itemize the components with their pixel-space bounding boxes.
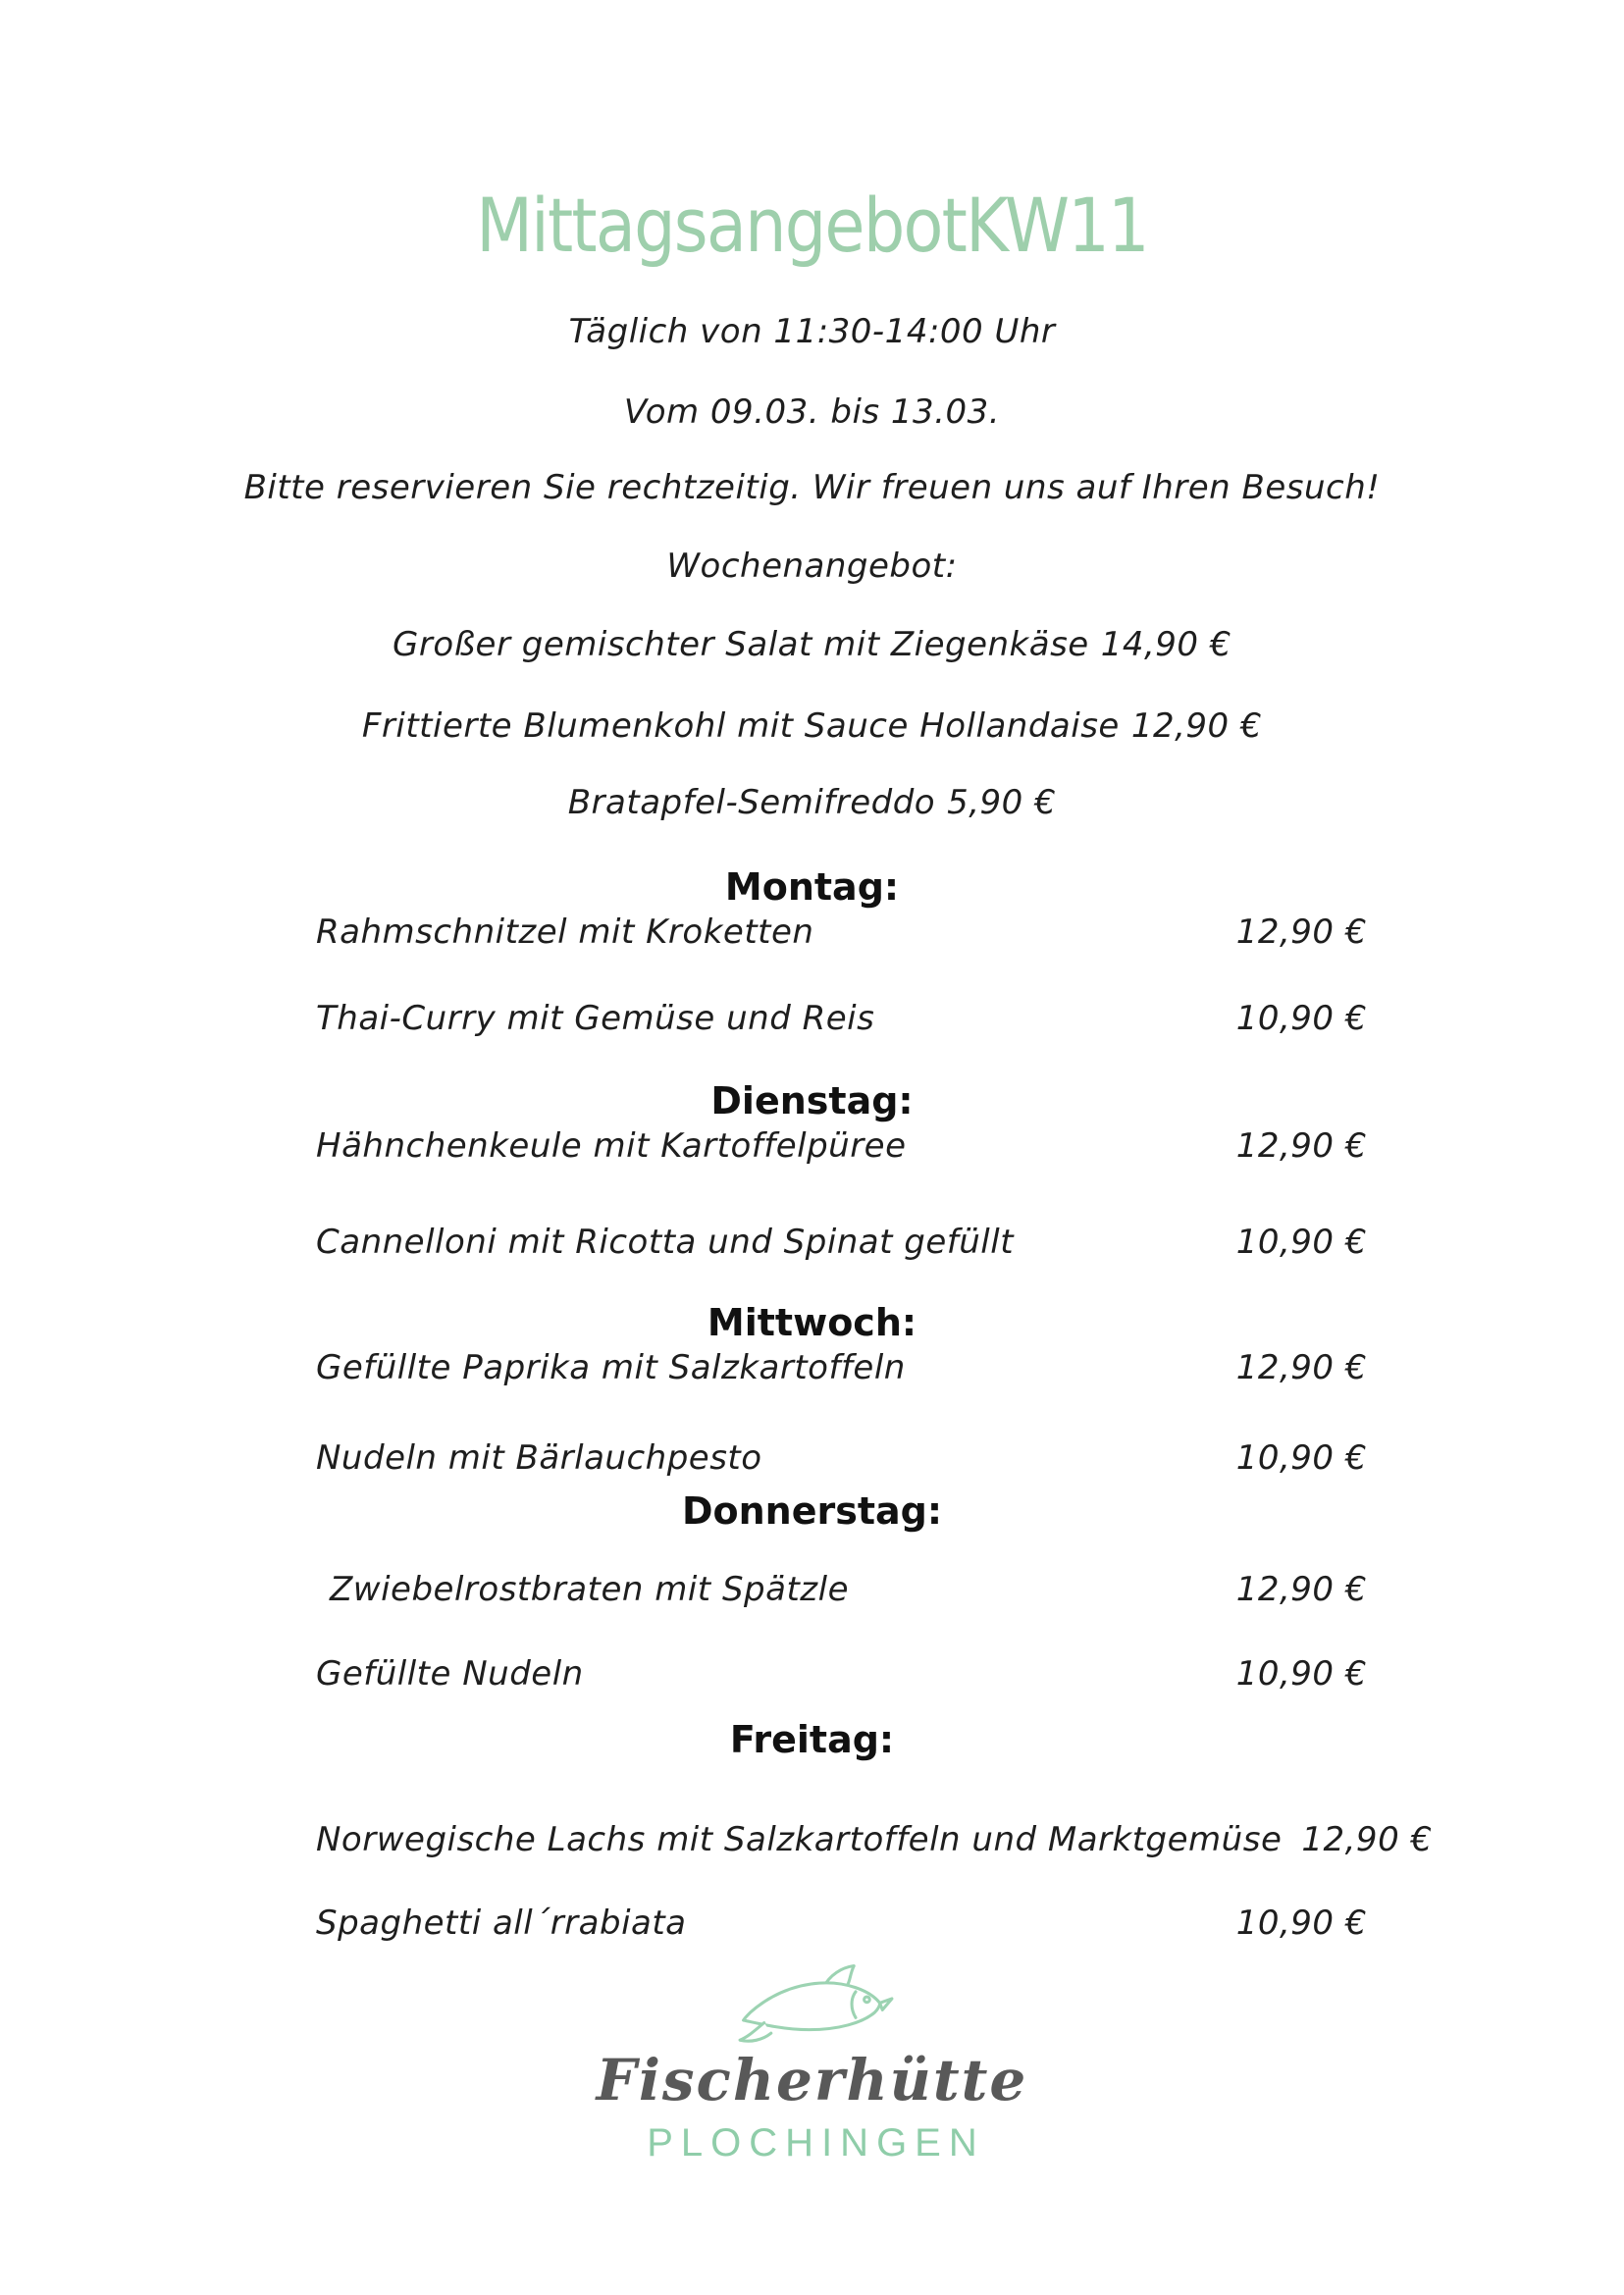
- weekly-special-name: Frittierte Blumenkohl mit Sauce Hollandaise: [361, 706, 1120, 746]
- menu-row: [316, 1126, 1367, 1166]
- reservation-note: Bitte reservieren Sie rechtzeitig. Wir freuen uns auf Ihren Besuch!: [243, 468, 1381, 507]
- day-heading-freitag: Freitag:: [729, 1718, 895, 1761]
- weekly-special-price: 12,90 €: [1130, 706, 1263, 746]
- dish-price: 12,90 €: [1301, 1820, 1433, 1859]
- menu-row: [316, 1348, 1367, 1387]
- opening-hours: Täglich von 11:30-14:00 Uhr: [568, 312, 1056, 351]
- dish-name: Zwiebelrostbraten mit Spätzle: [330, 1570, 849, 1609]
- menu-row: [316, 913, 1367, 952]
- dish-name: Cannelloni mit Ricotta und Spinat gefüllt: [316, 1223, 1015, 1262]
- menu-row: [316, 1438, 1367, 1478]
- brand-city: PLOCHINGEN: [647, 2121, 985, 2165]
- dish-price: 12,90 €: [1235, 1348, 1367, 1387]
- dish-name: Gefüllte Nudeln: [316, 1654, 584, 1694]
- weekly-specials-heading: Wochenangebot:: [666, 547, 958, 586]
- day-heading-dienstag: Dienstag:: [710, 1079, 914, 1122]
- dish-name: Hähnchenkeule mit Kartoffelpüree: [316, 1126, 907, 1166]
- weekly-special-name: Großer gemischter Salat mit Ziegenkäse: [393, 625, 1089, 664]
- weekly-special-item: [0, 625, 1624, 664]
- dish-price: 10,90 €: [1235, 999, 1367, 1038]
- restaurant-logo: [0, 1962, 1624, 2165]
- dish-price: 10,90 €: [1235, 1438, 1367, 1478]
- dish-name: Spaghetti all´rrabiata: [316, 1904, 687, 1943]
- day-heading-donnerstag: Donnerstag:: [681, 1489, 943, 1533]
- title-wrap: [0, 182, 1624, 269]
- dish-price: 12,90 €: [1235, 1570, 1367, 1609]
- menu-row: [316, 1223, 1367, 1262]
- menu-row: [316, 1820, 1433, 1859]
- day-heading-montag: Montag:: [724, 865, 900, 909]
- dish-name: Rahmschnitzel mit Kroketten: [316, 913, 814, 952]
- dish-price: 12,90 €: [1235, 913, 1367, 952]
- brand-name: Fischerhütte: [596, 2047, 1028, 2113]
- dish-price: 10,90 €: [1235, 1223, 1367, 1262]
- menu-row: [316, 999, 1367, 1038]
- weekly-special-price: 5,90 €: [947, 783, 1057, 822]
- dish-price: 12,90 €: [1235, 1126, 1367, 1166]
- menu-row: [316, 1570, 1367, 1609]
- page-title: MittagsangebotKW11: [476, 182, 1148, 269]
- weekly-special-item: [0, 783, 1624, 822]
- day-heading-mittwoch: Mittwoch:: [707, 1301, 917, 1344]
- dish-name: Thai-Curry mit Gemüse und Reis: [316, 999, 875, 1038]
- weekly-special-price: 14,90 €: [1100, 625, 1231, 664]
- dish-price: 10,90 €: [1235, 1904, 1367, 1943]
- menu-row: [316, 1904, 1367, 1943]
- fish-outline-icon: [724, 1962, 901, 2049]
- weekly-special-name: Bratapfel-Semifreddo: [567, 783, 936, 822]
- dish-price: 10,90 €: [1235, 1654, 1367, 1694]
- dish-name: Gefüllte Paprika mit Salzkartoffeln: [316, 1348, 906, 1387]
- validity-dates: Vom 09.03. bis 13.03.: [623, 392, 1001, 432]
- weekly-special-item: [0, 706, 1624, 746]
- menu-row: [316, 1654, 1367, 1694]
- dish-name: Norwegische Lachs mit Salzkartoffeln und Marktgemüse: [316, 1820, 1283, 1859]
- dish-name: Nudeln mit Bärlauchpesto: [316, 1438, 762, 1478]
